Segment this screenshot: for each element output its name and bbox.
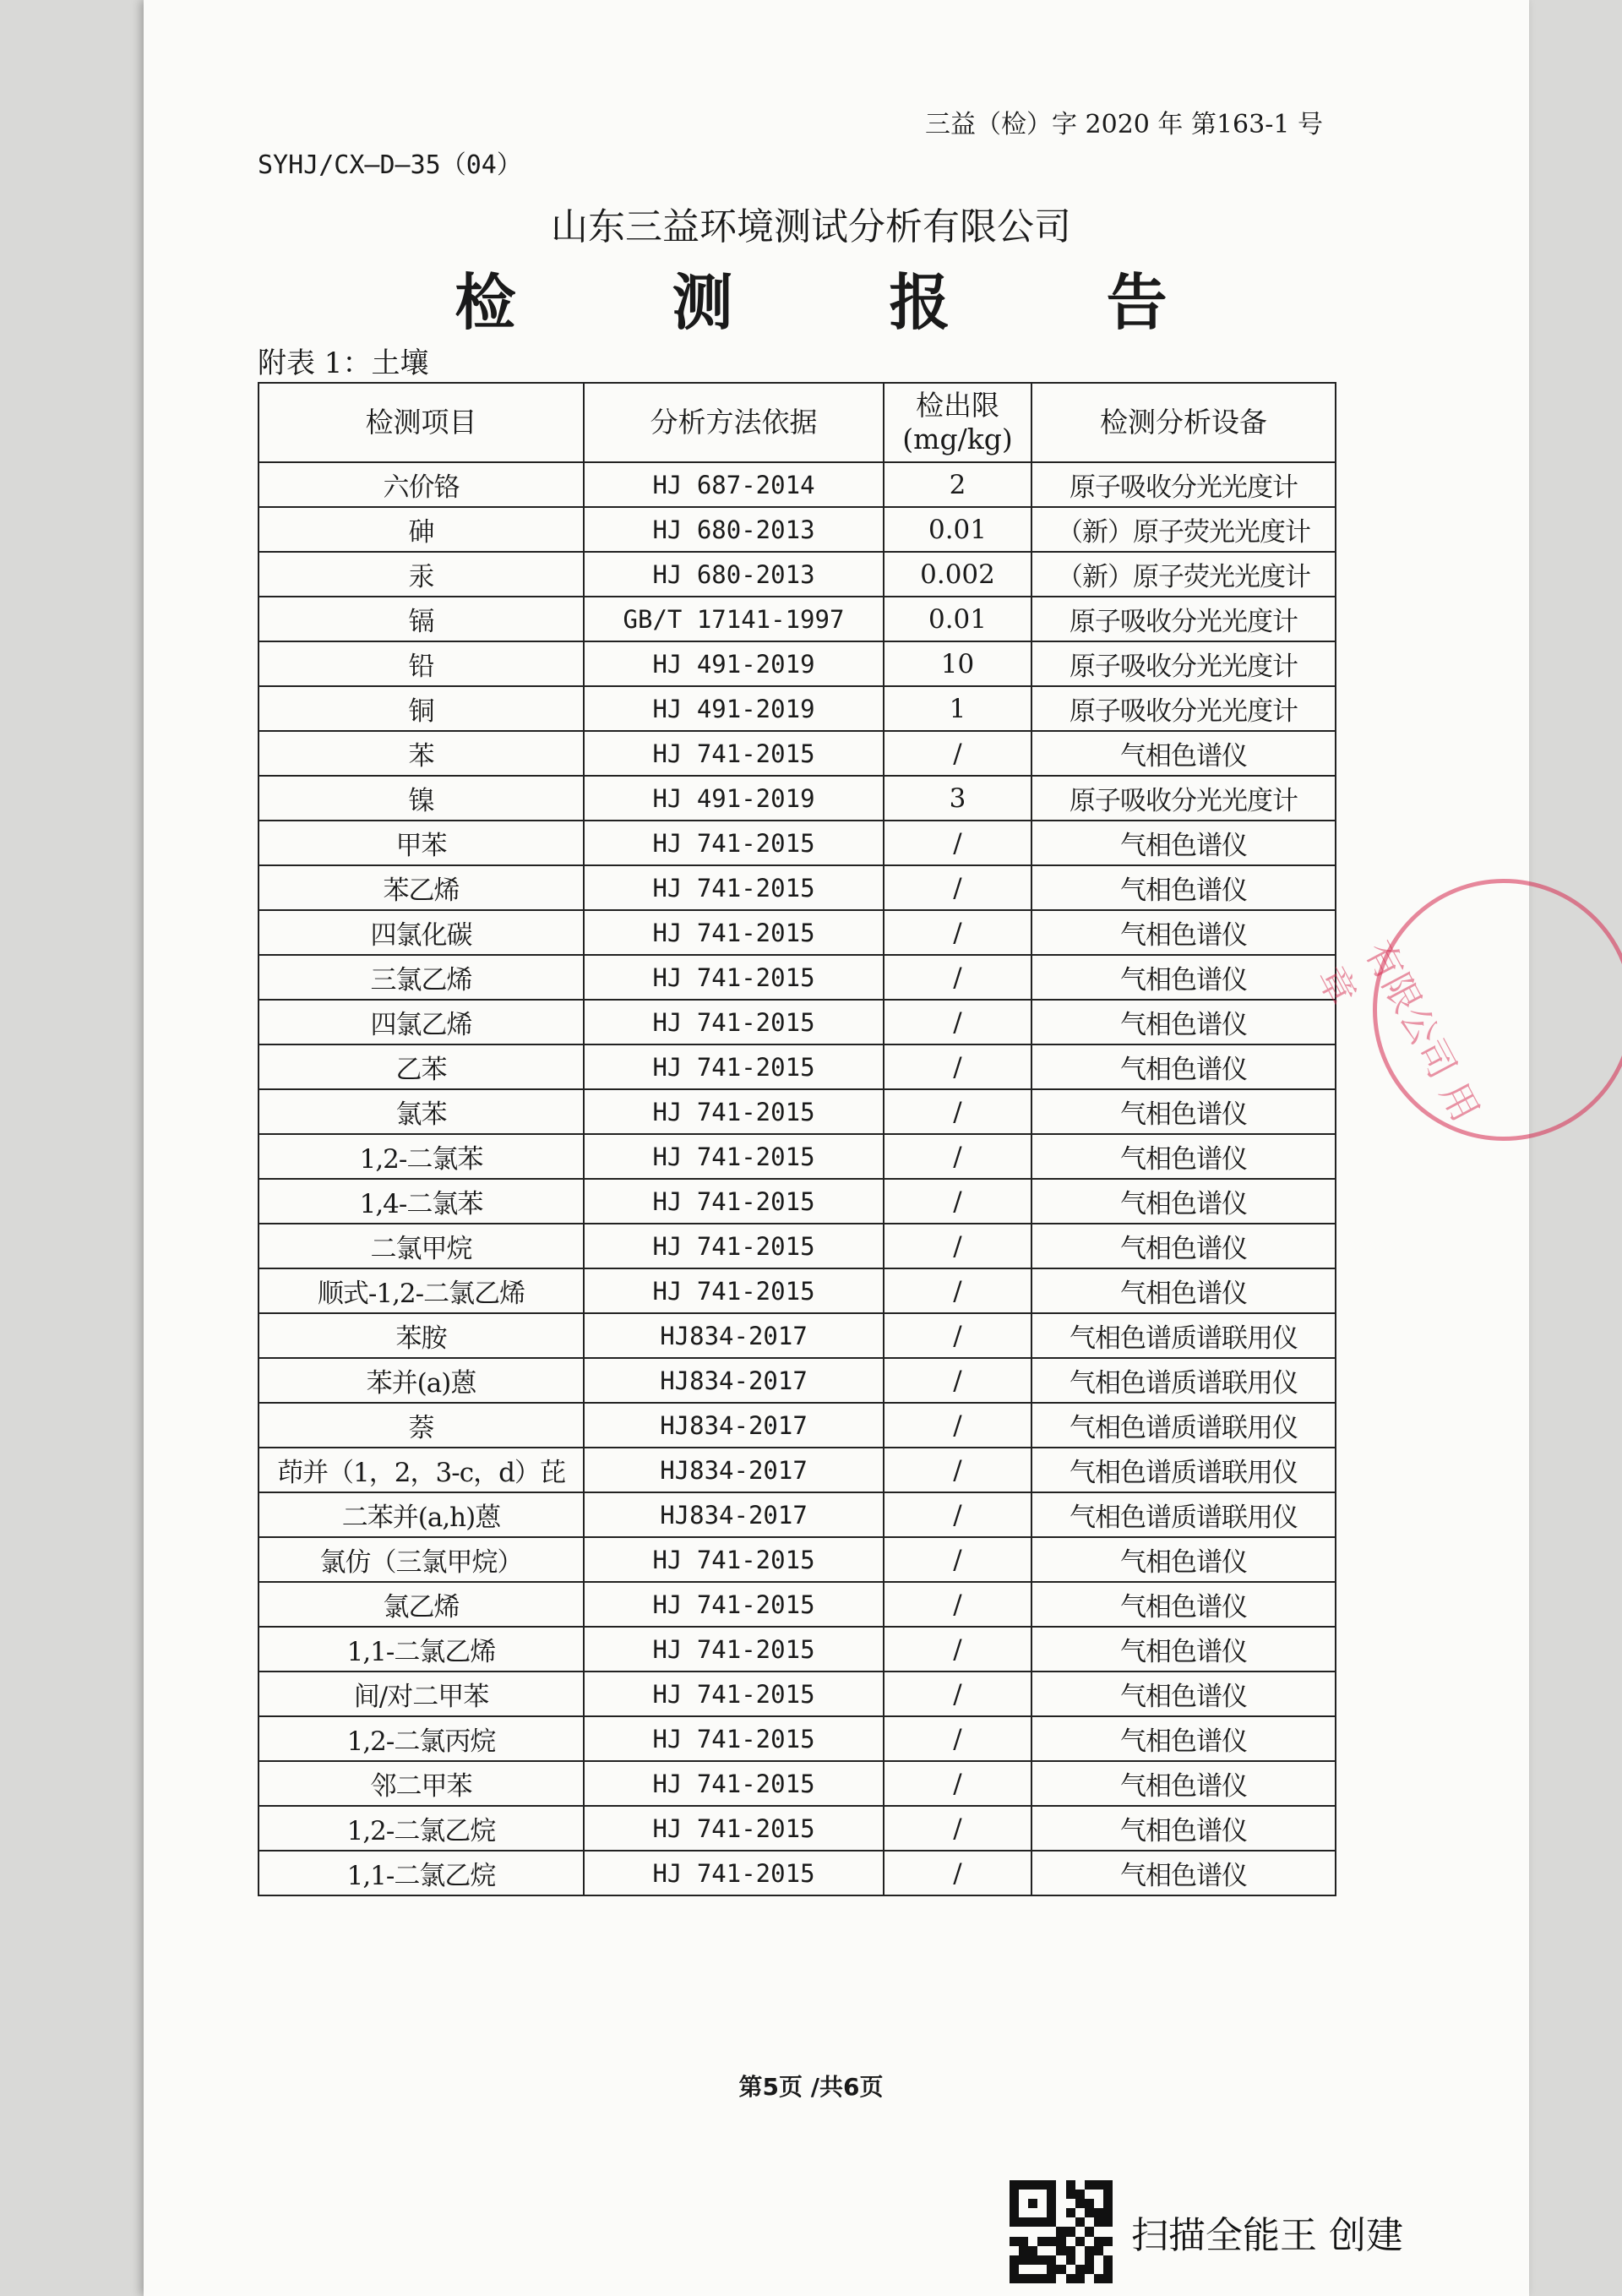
cell-method: HJ 741-2015 [584,1000,884,1044]
cell-item: 萘 [259,1403,584,1448]
cell-limit: 0.002 [884,552,1031,597]
cell-limit: / [884,1313,1031,1358]
cell-method: HJ 741-2015 [584,821,884,865]
company-name: 山东三益环境测试分析有限公司 [551,205,1071,248]
cell-limit: / [884,1761,1031,1806]
header-test-item: 检测项目 [259,383,584,462]
table-header-row [259,383,1336,462]
table-row [259,1627,1336,1672]
cell-equip: （新）原子荧光光度计 [1031,552,1336,597]
table-row [259,776,1336,821]
cell-method: HJ 741-2015 [584,1044,884,1089]
table-row [259,1403,1336,1448]
cell-equip: 气相色谱仪 [1031,1089,1336,1134]
cell-method: HJ 741-2015 [584,1089,884,1134]
cell-item: 甲苯 [259,821,584,865]
cell-method: HJ 741-2015 [584,1582,884,1627]
cell-equip: 气相色谱仪 [1031,821,1336,865]
cell-limit: / [884,1851,1031,1895]
table-row [259,1537,1336,1582]
report-number: 三益（检）字 2020 年 第163-1 号 [925,110,1323,139]
cell-limit: 2 [884,462,1031,507]
cell-method: HJ 741-2015 [584,731,884,776]
cell-item: 二氯甲烷 [259,1224,584,1268]
cell-item: 砷 [259,507,584,552]
cell-limit: 0.01 [884,507,1031,552]
table-row [259,731,1336,776]
cell-limit: / [884,910,1031,955]
cell-equip: 原子吸收分光光度计 [1031,597,1336,641]
cell-equip: 气相色谱质谱联用仪 [1031,1403,1336,1448]
table-row [259,1448,1336,1492]
cell-method: HJ 741-2015 [584,1134,884,1179]
cell-item: 苯 [259,731,584,776]
page-number: 第5页 /共6页 [738,2073,884,2101]
cell-method: HJ 680-2013 [584,552,884,597]
cell-method: HJ834-2017 [584,1403,884,1448]
cell-method: HJ834-2017 [584,1358,884,1403]
cell-item: 苯并(a)蒽 [259,1358,584,1403]
cell-limit: / [884,1000,1031,1044]
cell-item: 1,2-二氯乙烷 [259,1806,584,1851]
header-detection-limit: 检出限 (mg/kg) [884,383,1031,462]
table-row [259,462,1336,507]
table-row [259,507,1336,552]
cell-item: 四氯乙烯 [259,1000,584,1044]
cell-equip: 气相色谱仪 [1031,1537,1336,1582]
cell-equip: 原子吸收分光光度计 [1031,686,1336,731]
scanner-watermark-label: 扫描全能王 创建 [1131,2214,1403,2257]
cell-method: HJ 491-2019 [584,686,884,731]
table-row [259,955,1336,1000]
cell-limit: / [884,1179,1031,1224]
cell-limit: 10 [884,641,1031,686]
cell-limit: / [884,1582,1031,1627]
cell-equip: 气相色谱质谱联用仪 [1031,1492,1336,1537]
cell-method: HJ 741-2015 [584,1224,884,1268]
cell-limit: / [884,1716,1031,1761]
cell-limit: / [884,1224,1031,1268]
cell-equip: 原子吸收分光光度计 [1031,462,1336,507]
cell-method: HJ 741-2015 [584,1537,884,1582]
cell-equip: 气相色谱仪 [1031,1224,1336,1268]
cell-limit: 1 [884,686,1031,731]
cell-item: 1,2-二氯苯 [259,1134,584,1179]
cell-item: 四氯化碳 [259,910,584,955]
cell-equip: 气相色谱质谱联用仪 [1031,1313,1336,1358]
cell-method: HJ 680-2013 [584,507,884,552]
cell-limit: / [884,1358,1031,1403]
cell-equip: 气相色谱仪 [1031,955,1336,1000]
cell-method: HJ 741-2015 [584,865,884,910]
table-row [259,1313,1336,1358]
table-row [259,1761,1336,1806]
table-body [259,462,1336,1895]
cell-limit: / [884,865,1031,910]
cell-limit: / [884,731,1031,776]
cell-limit: / [884,1448,1031,1492]
table-row [259,1492,1336,1537]
cell-method: HJ 741-2015 [584,1627,884,1672]
cell-method: HJ 687-2014 [584,462,884,507]
table-row [259,552,1336,597]
table-row [259,1672,1336,1716]
cell-item: 三氯乙烯 [259,955,584,1000]
cell-method: HJ 741-2015 [584,1761,884,1806]
cell-item: 镍 [259,776,584,821]
document-code: SYHJ/CX—D—35（04） [258,150,522,180]
cell-limit: / [884,1806,1031,1851]
cell-item: 氯苯 [259,1089,584,1134]
cell-method: HJ834-2017 [584,1313,884,1358]
table-row [259,1134,1336,1179]
cell-limit: / [884,1268,1031,1313]
table-row [259,1358,1336,1403]
table-row [259,1000,1336,1044]
cell-method: HJ 491-2019 [584,641,884,686]
cell-limit: / [884,1672,1031,1716]
cell-method: GB/T 17141-1997 [584,597,884,641]
cell-equip: 原子吸收分光光度计 [1031,776,1336,821]
qr-code-icon [1010,2180,1113,2283]
header-equipment: 检测分析设备 [1031,383,1336,462]
cell-method: HJ 741-2015 [584,1851,884,1895]
cell-method: HJ 491-2019 [584,776,884,821]
cell-limit: / [884,821,1031,865]
cell-method: HJ834-2017 [584,1448,884,1492]
scanner-watermark [1010,2180,1403,2283]
table-row [259,686,1336,731]
cell-equip: 气相色谱仪 [1031,1716,1336,1761]
cell-method: HJ 741-2015 [584,955,884,1000]
appendix-label: 附表 1：土壤 [258,346,429,380]
cell-equip: 气相色谱仪 [1031,1806,1336,1851]
cell-item: 汞 [259,552,584,597]
table-row [259,821,1336,865]
table-row [259,1224,1336,1268]
cell-method: HJ834-2017 [584,1492,884,1537]
table-row [259,597,1336,641]
cell-equip: 气相色谱仪 [1031,1851,1336,1895]
cell-equip: 气相色谱仪 [1031,865,1336,910]
cell-item: 六价铬 [259,462,584,507]
report-title: 检 测 报 告 [454,266,1235,338]
cell-equip: 气相色谱质谱联用仪 [1031,1358,1336,1403]
table-row [259,1851,1336,1895]
cell-equip: 气相色谱仪 [1031,1672,1336,1716]
table-row [259,1268,1336,1313]
cell-item: 铜 [259,686,584,731]
table-row [259,1806,1336,1851]
cell-item: 乙苯 [259,1044,584,1089]
cell-item: 苯乙烯 [259,865,584,910]
table-row [259,910,1336,955]
cell-limit: 3 [884,776,1031,821]
cell-limit: / [884,1134,1031,1179]
table-row [259,1089,1336,1134]
table-row [259,1179,1336,1224]
cell-item: 茚并（1，2，3-c，d）芘 [259,1448,584,1492]
cell-limit: / [884,1537,1031,1582]
cell-equip: （新）原子荧光光度计 [1031,507,1336,552]
cell-method: HJ 741-2015 [584,1716,884,1761]
cell-limit: / [884,955,1031,1000]
cell-item: 氯乙烯 [259,1582,584,1627]
cell-equip: 气相色谱仪 [1031,1134,1336,1179]
cell-item: 1,4-二氯苯 [259,1179,584,1224]
table-row [259,865,1336,910]
cell-limit: 0.01 [884,597,1031,641]
cell-method: HJ 741-2015 [584,1806,884,1851]
table-row [259,641,1336,686]
cell-equip: 气相色谱仪 [1031,1044,1336,1089]
table-row [259,1582,1336,1627]
soil-test-table [258,382,1336,1896]
cell-item: 顺式-1,2-二氯乙烯 [259,1268,584,1313]
cell-limit: / [884,1627,1031,1672]
cell-equip: 气相色谱仪 [1031,910,1336,955]
cell-equip: 气相色谱仪 [1031,1582,1336,1627]
table-row [259,1716,1336,1761]
cell-equip: 气相色谱质谱联用仪 [1031,1448,1336,1492]
cell-equip: 气相色谱仪 [1031,1268,1336,1313]
cell-equip: 气相色谱仪 [1031,1761,1336,1806]
cell-equip: 原子吸收分光光度计 [1031,641,1336,686]
cell-item: 铅 [259,641,584,686]
cell-limit: / [884,1089,1031,1134]
cell-limit: / [884,1403,1031,1448]
cell-item: 1,1-二氯乙烯 [259,1627,584,1672]
cell-item: 1,1-二氯乙烷 [259,1851,584,1895]
company-seal-text: 有限公司 用章 [1308,934,1488,1129]
cell-item: 1,2-二氯丙烷 [259,1716,584,1761]
cell-equip: 气相色谱仪 [1031,731,1336,776]
cell-item: 镉 [259,597,584,641]
cell-item: 二苯并(a,h)蒽 [259,1492,584,1537]
table-row [259,1044,1336,1089]
cell-item: 间/对二甲苯 [259,1672,584,1716]
cell-item: 邻二甲苯 [259,1761,584,1806]
cell-item: 苯胺 [259,1313,584,1358]
cell-item: 氯仿（三氯甲烷） [259,1537,584,1582]
cell-limit: / [884,1492,1031,1537]
header-method: 分析方法依据 [584,383,884,462]
cell-equip: 气相色谱仪 [1031,1179,1336,1224]
cell-method: HJ 741-2015 [584,1672,884,1716]
cell-method: HJ 741-2015 [584,910,884,955]
cell-limit: / [884,1044,1031,1089]
cell-method: HJ 741-2015 [584,1179,884,1224]
cell-equip: 气相色谱仪 [1031,1000,1336,1044]
cell-method: HJ 741-2015 [584,1268,884,1313]
cell-equip: 气相色谱仪 [1031,1627,1336,1672]
